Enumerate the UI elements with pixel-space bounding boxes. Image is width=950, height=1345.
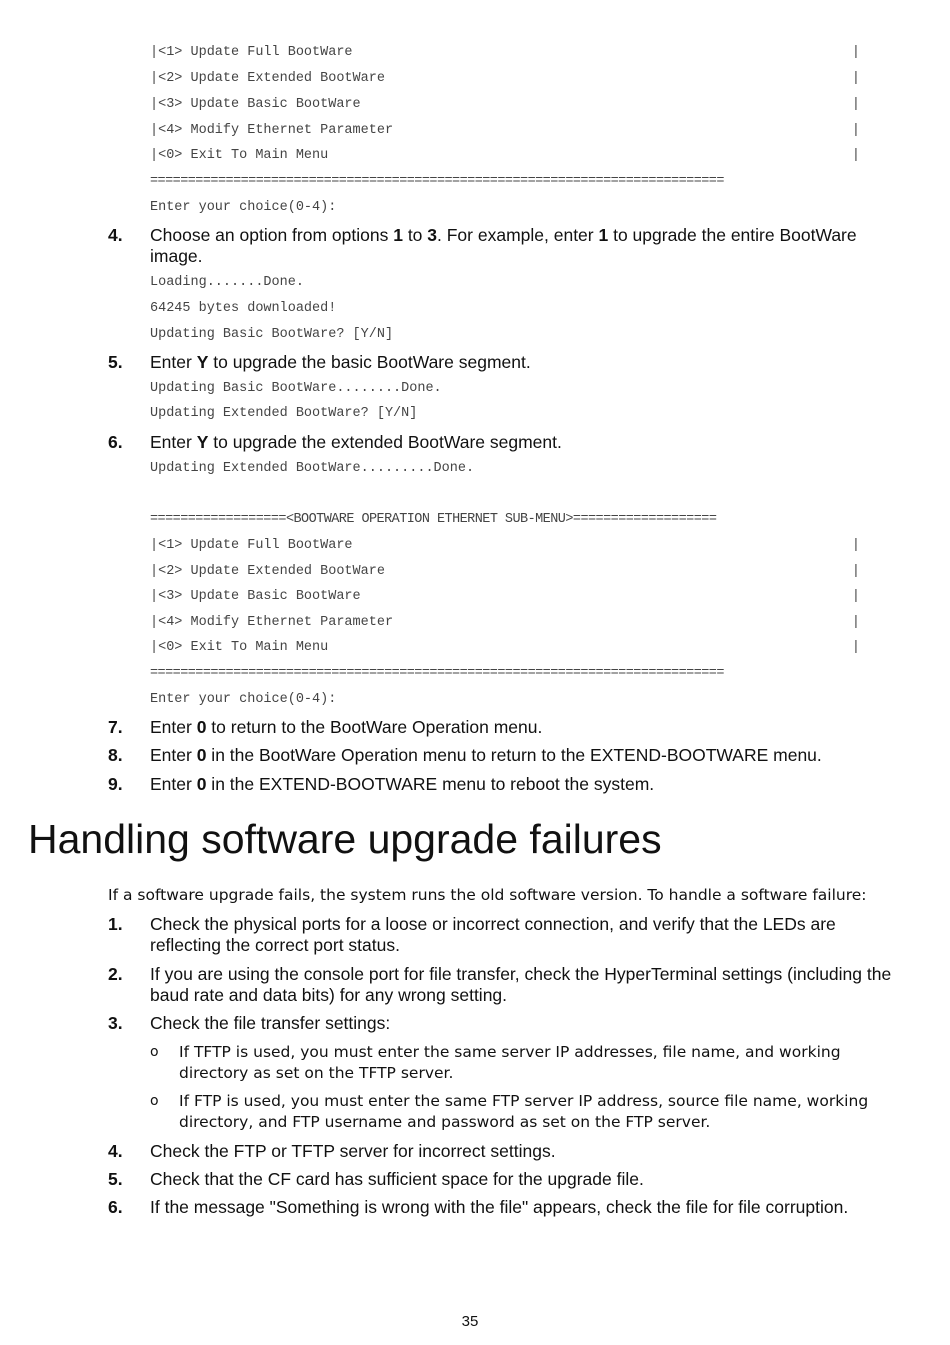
menu2-separator: ============================================================================ xyxy=(150,666,724,681)
menu1-item-1: |<1> Update Full BootWare | xyxy=(150,45,860,60)
output-extended-prompt: Updating Extended BootWare? [Y/N] xyxy=(150,406,418,421)
menu2-item-2: |<2> Update Extended BootWare | xyxy=(150,564,860,579)
output-loading: Loading.......Done. xyxy=(150,275,304,290)
menu2-item-3: |<3> Update Basic BootWare | xyxy=(150,589,860,604)
output-basic-prompt: Updating Basic BootWare? [Y/N] xyxy=(150,327,394,342)
output-extended-done: Updating Extended BootWare.........Done. xyxy=(150,461,475,476)
menu2-item-4: |<4> Modify Ethernet Parameter | xyxy=(150,615,860,630)
menu2-title: ================== <BOOTWARE OPERATION ETHERNET SUB-MENU> =================== xyxy=(150,512,717,527)
menu1-item-0: |<0> Exit To Main Menu | xyxy=(150,148,860,163)
menu1-item-2: |<2> Update Extended BootWare | xyxy=(150,71,860,86)
output-bytes: 64245 bytes downloaded! xyxy=(150,301,337,316)
menu1-separator: ============================================================================ xyxy=(150,174,724,189)
section-intro: If a software upgrade fails, the system runs the old software version. To handle a software failure: xyxy=(108,886,867,904)
output-basic-done: Updating Basic BootWare........Done. xyxy=(150,381,442,396)
menu2-item-1: |<1> Update Full BootWare | xyxy=(150,538,860,553)
menu2-item-0: |<0> Exit To Main Menu | xyxy=(150,640,860,655)
menu1-item-3: |<3> Update Basic BootWare | xyxy=(150,97,860,112)
bullet-icon: o xyxy=(150,1044,159,1060)
menu2-prompt: Enter your choice(0-4): xyxy=(150,692,337,707)
menu1-prompt: Enter your choice(0-4): xyxy=(150,200,337,215)
section-heading: Handling software upgrade failures xyxy=(28,816,662,862)
page-number: 35 xyxy=(461,1313,479,1330)
bullet-icon: o xyxy=(150,1093,159,1109)
menu1-item-4: |<4> Modify Ethernet Parameter | xyxy=(150,123,860,138)
